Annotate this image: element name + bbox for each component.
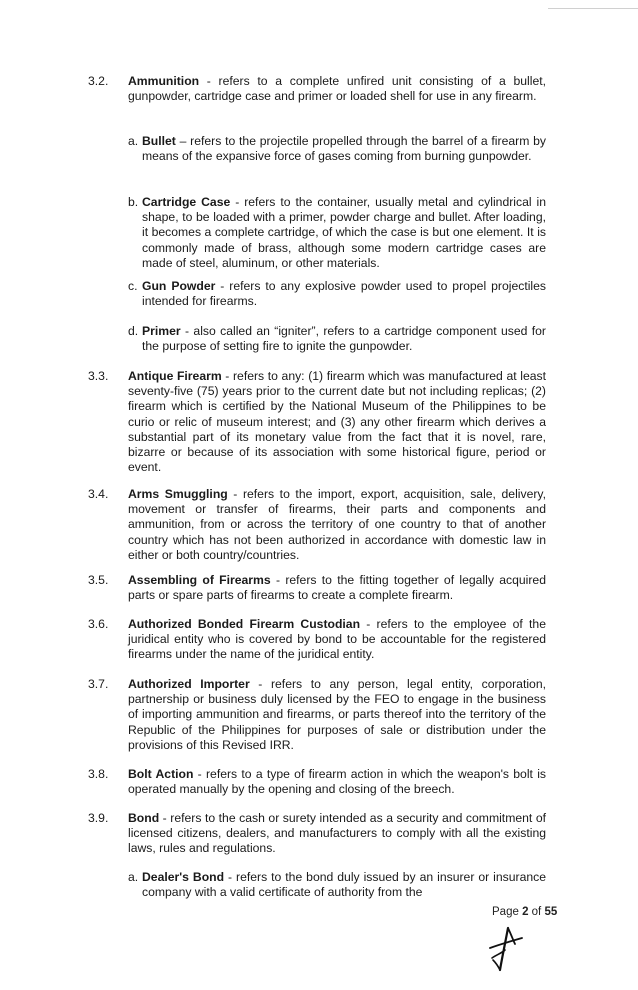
section-number: 3.3. — [88, 369, 109, 383]
definition-text: - refers to any: (1) firearm which was manufactured at least seventy-five (75) years prior to the current date but not including replicas; (2) firearm which is certified by the National Museum of the Philippines to be curio or relic of museum interest; and (3) any other firearm which derives a substantial part of its monetary value from the fact that it is novel, rare, bizarre or because of its association with some historical figure, period or event. — [128, 369, 546, 475]
defined-term: Bullet — [142, 134, 176, 148]
definition-text: - refers to the container, usually metal and cylindrical in shape, to be loaded with a primer, powder charge and bullet. After loading, it becomes a complete cartridge, of which the case is but one element. It is commonly made of brass, although some modern cartridge cases are made of steel, aluminum, or other materials. — [142, 195, 546, 270]
defined-term: Primer — [142, 324, 181, 338]
definition-text: - refers to the cash or surety intended as a security and commitment of licensed citizens, dealers, and manufacturers to comply with all the existing laws, rules and regulations. — [128, 811, 546, 856]
definition-3-7 — [88, 677, 546, 753]
defined-term: Assembling of Firearms — [128, 573, 271, 587]
definition-3-8 — [88, 767, 546, 797]
section-number: 3.6. — [88, 617, 109, 631]
subitem-dealers-bond — [128, 870, 546, 900]
defined-term: Authorized Importer — [128, 677, 250, 691]
subitem-letter: d. — [128, 324, 139, 338]
section-number: 3.4. — [88, 487, 109, 501]
defined-term: Arms Smuggling — [128, 487, 228, 501]
section-number: 3.2. — [88, 74, 109, 88]
subitem-cartridge-case — [128, 195, 546, 271]
definition-3-4 — [88, 487, 546, 563]
defined-term: Gun Powder — [142, 279, 216, 293]
definition-3-3 — [88, 369, 546, 475]
definition-text: - refers to the bond duly issued by an insurer or insurance company with a valid certificate of authority from the — [142, 870, 546, 900]
signature-initials — [478, 922, 528, 974]
section-number: 3.9. — [88, 811, 109, 825]
subitem-gun-powder — [128, 279, 546, 309]
page-number: Page 2 of 55 — [492, 906, 558, 918]
subitem-letter: b. — [128, 195, 139, 209]
definition-text: - also called an “igniter”, refers to a cartridge component used for the purpose of setting fire to ignite the gunpowder. — [142, 324, 546, 354]
subitem-letter: c. — [128, 279, 138, 293]
subitem-primer — [128, 324, 546, 354]
defined-term: Authorized Bonded Firearm Custodian — [128, 617, 361, 631]
definition-text: - refers to a complete unfired unit consisting of a bullet, gunpowder, cartridge case and primer or loaded shell for use in any firearm. — [128, 74, 546, 104]
subitem-bullet — [128, 134, 546, 164]
definition-text: - refers to a type of firearm action in which the weapon's bolt is operated manually by the opening and closing of the breech. — [128, 767, 546, 797]
section-number: 3.5. — [88, 573, 109, 587]
defined-term: Dealer's Bond — [142, 870, 225, 884]
defined-term: Bond — [128, 811, 160, 825]
top-edge-line — [548, 8, 638, 9]
section-number: 3.7. — [88, 677, 109, 691]
definition-text: - refers to any person, legal entity, corporation, partnership or business duly licensed by the FEO to engage in the business of importing ammunition and firearms, or parts thereof into the territory of the Republic of the Philippines for purposes of sale or distribution under the provisions of this Revised IRR. — [128, 677, 546, 752]
definition-3-2 — [88, 74, 546, 104]
definition-text: - refers to the employee of the juridical entity who is covered by bond to be accountable for the registered firearms under the name of the juridical entity. — [128, 617, 546, 662]
defined-term: Bolt Action — [128, 767, 194, 781]
definition-3-6 — [88, 617, 546, 663]
subitem-letter: a. — [128, 870, 139, 884]
defined-term: Antique Firearm — [128, 369, 222, 383]
defined-term: Cartridge Case — [142, 195, 231, 209]
definition-text: – refers to the projectile propelled through the barrel of a firearm by means of the expansive force of gases coming from burning gunpowder. — [142, 134, 546, 164]
defined-term: Ammunition — [128, 74, 200, 88]
definition-text: - refers to any explosive powder used to propel projectiles intended for firearms. — [142, 279, 546, 309]
definition-text: - refers to the fitting together of legally acquired parts or spare parts of firearms to create a complete firearm. — [128, 573, 546, 603]
definition-text: - refers to the import, export, acquisition, sale, delivery, movement or transfer of firearms, their parts and components and ammunition, from or across the territory of one country to that of another country which has not been authorized in accordance with domestic law in either or both country/countries. — [128, 487, 546, 562]
definition-3-9 — [88, 811, 546, 857]
definition-3-5 — [88, 573, 546, 603]
section-number: 3.8. — [88, 767, 109, 781]
subitem-letter: a. — [128, 134, 139, 148]
